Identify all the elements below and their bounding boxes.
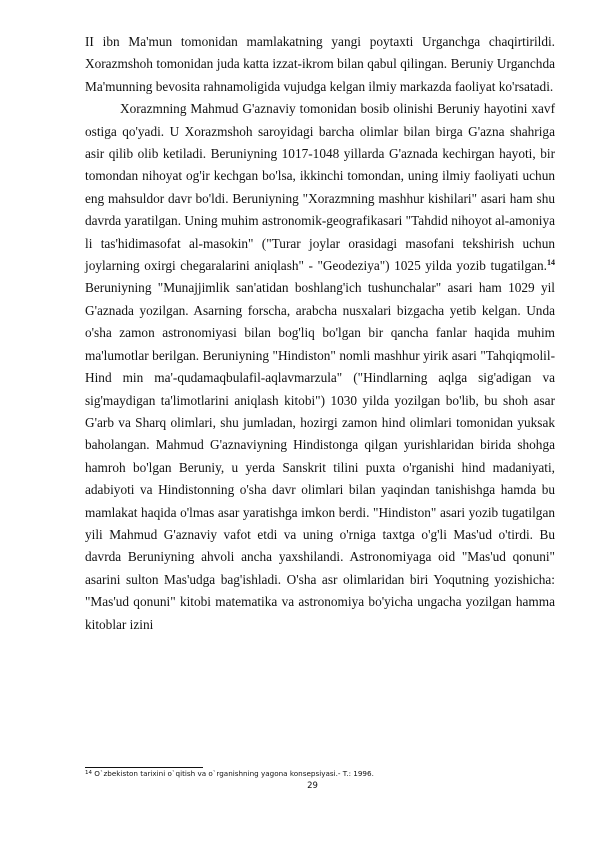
paragraph-2 — [85, 98, 555, 636]
page-number: 29 — [307, 781, 318, 791]
footnote-number: 14 — [85, 770, 92, 776]
footnote-separator — [85, 767, 203, 768]
main-text — [85, 31, 555, 636]
footnote — [85, 769, 555, 779]
footnote-reference[interactable]: 14 — [547, 258, 555, 268]
paragraph-2-text-after-note: Beruniyning "Munajjimlik san'atidan boshlang'ich tushunchalar" asari ham 1029 yil G'aznada yozilgan. Asarning forscha, arabcha nusxalari bizgacha yetib kelgan. Unda o'sha zamon astronomiyasi bilan bog'liq bo'lgan bir qancha fanlar haqida muhim ma'lumotlar berilgan. Beruniyning "Hindiston" nomli mashhur yirik asari "Tahqiqmolil-Hind min ma'-qudamaqbulafil-aqlavmarzula" ("Hindlarning aqlga sig'adigan va sig'maydigan ta'limotlarini aniqlash kitobi") 1030 yilda yozilgan bo'lib, bu shoh asar G'arb va Sharq olimlari, shu jumladan, hozirgi zamon hind olimlari tomonidan yuksak baholangan. Mahmud G'aznaviyning Hindistonga qilgan yurishlaridan birida shohga hamroh bo'lgan Beruniy, u yerda Sanskrit tilini puxta o'rganishi hind madaniyati, adabiyoti va Hindistonning o'sha davr olimlari bilan yaqindan tanishishga hamda bu mamlakat haqida o'lmas asar yaratishga imkon berdi. "Hindiston" asari yozib tugatilgan yili Mahmud G'aznaviy vafot etdi va uning o'rniga taxtga o'g'li Mas'ud o'tirdi. Bu davrda Beruniyning ahvoli ancha yaxshilandi. Astronomiyaga oid "Mas'ud qonuni" asarini sulton Mas'udga bag'ishladi. O'sha asr olimlaridan biri Yoqutning yozishicha: "Mas'ud qonuni" kitobi matematika va astronomiya bo'yicha ungacha yozilgan hamma kitoblar izini — [85, 280, 555, 632]
footnote-text: O`zbekiston tarixini o`qitish va o`rganishning yagona konsepsiyasi.- T.: 1996. — [92, 769, 374, 778]
paragraph-2-text-before-note: Xorazmning Mahmud G'aznaviy tomonidan bosib olinishi Beruniy hayotini xavf ostiga qo'yadi. U Xorazmshoh saroyidagi barcha olimlar bilan birga G'azna shahriga asir qilib olib ketiladi. Beruniyning 1017-1048 yillarda G'aznada kechirgan hayoti, bir tomondan nihoyat og'ir kechgan bo'lsa, ikkinchi tomondan, uning ilmiy faoliyati uchun eng mahsuldor davr bo'ldi. Beruniyning "Xorazmning mashhur kishilari" asari ham shu davrda yaratilgan. Uning muhim astronomik-geografikasari "Tahdid nihoyot al-amoniya li tas'hidimasofat al-masokin" ("Turar joylar orasidagi masofani tekshirish uchun joylarning oxirgi chegaralarini aniqlash" - "Geodeziya") 1025 yilda yozib tugatilgan. — [85, 101, 555, 274]
paragraph-1: II ibn Ma'mun tomonidan mamlakatning yangi poytaxti Urganchga chaqirtirildi. Xorazmshoh tomonidan juda katta izzat-ikrom bilan qabul qilingan. Beruniy Urganchda Ma'munning bevosita rahnamoligida vujudga kelgan ilmiy markazda faoliyat ko'rsatadi. — [85, 34, 555, 94]
